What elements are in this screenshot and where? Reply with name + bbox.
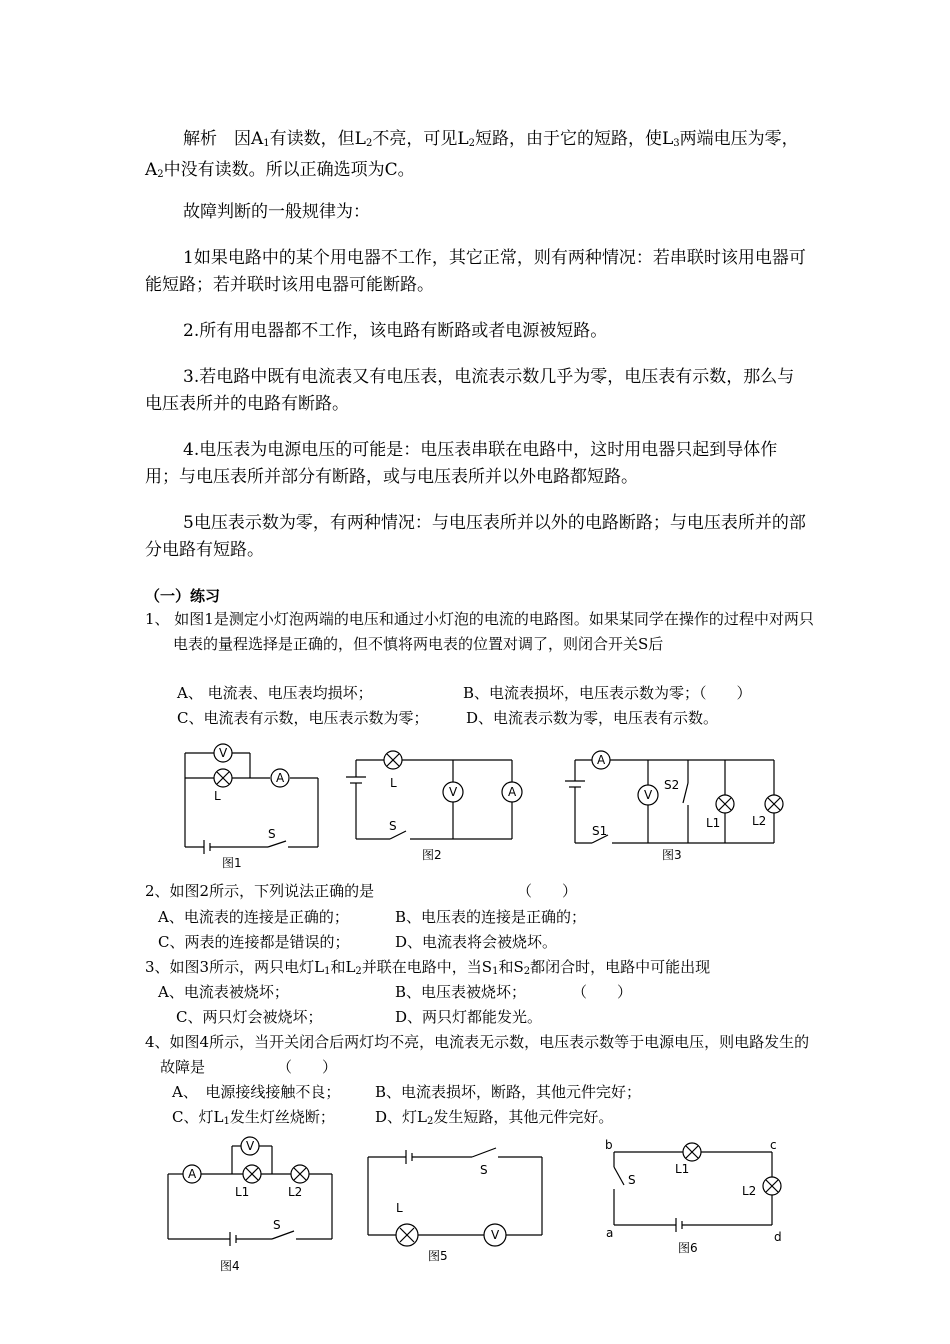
rule-1: 1如果电路中的某个用电器不工作，其它正常，则有两种情况：若串联时该用电器可能短路；若并联时该用电器可能断路。 bbox=[145, 248, 806, 295]
fig4-lamp2-label: L2 bbox=[288, 1185, 303, 1199]
q4-option-c: C、灯$L_1$发生灯丝烧断； bbox=[172, 1108, 335, 1127]
fig6-caption: 图6 bbox=[678, 1241, 698, 1255]
q3-stem: 3、如图3所示，两只电灯$L_1$和$L_2$并联在电路中，当$S_1$和$S_2$都闭合时，电路中可能出现 bbox=[145, 958, 711, 977]
fig4-voltmeter-label: V bbox=[246, 1139, 255, 1153]
rule-4: 4.电压表为电源电压的可能是：电压表串联在电路中，这时用电器只起到导体作用；与电压表所并部分有断路，或与电压表所并以外电路都短路。 bbox=[145, 440, 778, 487]
fig2-lamp-label: L bbox=[390, 776, 397, 790]
rule-3: 3.若电路中既有电流表又有电压表，电流表示数几乎为零，电压表有示数，那么与电压表所并的电路有断路。 bbox=[145, 367, 795, 414]
figure-1-circuit bbox=[170, 740, 330, 872]
fig4-caption: 图4 bbox=[220, 1259, 240, 1273]
fig5-switch-label: S bbox=[480, 1163, 488, 1177]
fig1-switch-label: S bbox=[268, 827, 276, 841]
fig3-switch2-label: S2 bbox=[664, 778, 680, 792]
fig6-point-d: d bbox=[774, 1230, 782, 1244]
q3-option-a: A、电流表被烧坏； bbox=[158, 983, 289, 1001]
rule-5: 5电压表示数为零，有两种情况：与电压表所并以外的电路断路；与电压表所并的部分电路有短路。 bbox=[145, 513, 806, 560]
q2-option-a: A、电流表的连接是正确的； bbox=[158, 908, 349, 926]
fig3-ammeter-label: A bbox=[597, 753, 606, 767]
q1-option-a: A、 电流表、电压表均损坏； bbox=[177, 684, 373, 702]
fig5-voltmeter-label: V bbox=[491, 1228, 500, 1242]
fig6-point-c: c bbox=[770, 1138, 777, 1152]
figure-3-circuit bbox=[560, 745, 790, 865]
q4-answer-blank: （ ） bbox=[277, 1058, 338, 1076]
section-heading: （一）练习 bbox=[145, 587, 221, 605]
fig1-ammeter-label: A bbox=[276, 771, 285, 785]
q4-stem: 4、如图4所示，当开关闭合后两灯均不亮，电流表无示数，电压表示数等于电源电压，则电路发生的故障是 （ ） bbox=[145, 1033, 810, 1076]
fig2-caption: 图2 bbox=[422, 848, 442, 862]
fig1-lamp-label: L bbox=[214, 789, 221, 803]
fig5-lamp-label: L bbox=[396, 1201, 403, 1215]
figure-6-circuit bbox=[590, 1135, 810, 1265]
q2-option-d: D、电流表将会被烧坏。 bbox=[395, 933, 558, 951]
figure-2-circuit bbox=[340, 745, 530, 865]
fig2-voltmeter-label: V bbox=[449, 785, 458, 799]
q1-option-d: D、电流表示数为零，电压表有示数。 bbox=[466, 709, 719, 727]
q3-option-d: D、两只灯都能发光。 bbox=[395, 1008, 543, 1026]
fig2-switch-label: S bbox=[389, 819, 397, 833]
rule-2: 2.所有用电器都不工作，该电路有断路或者电源被短路。 bbox=[183, 321, 608, 341]
fig3-lamp1-label: L1 bbox=[706, 816, 721, 830]
q1-option-c: C、电流表有示数，电压表示数为零； bbox=[177, 709, 429, 727]
q2-option-b: B、电压表的连接是正确的； bbox=[395, 908, 587, 926]
fig6-point-a: a bbox=[606, 1226, 614, 1240]
q3-option-c: C、两只灯会被烧坏； bbox=[176, 1008, 323, 1026]
fig3-caption: 图3 bbox=[662, 848, 682, 862]
fig1-caption: 图1 bbox=[222, 856, 242, 870]
fig5-caption: 图5 bbox=[428, 1249, 448, 1263]
q4-option-d: D、灯$L_2$发生短路，其他元件完好。 bbox=[375, 1108, 614, 1127]
q1-stem: 1、 如图1是测定小灯泡两端的电压和通过小灯泡的电流的电路图。如果某同学在操作的过程中对两只电表的量程选择是正确的，但不慎将两电表的位置对调了，则闭合开关S后 bbox=[145, 610, 814, 653]
fig3-switch1-label: S1 bbox=[592, 824, 608, 838]
fig2-ammeter-label: A bbox=[508, 785, 517, 799]
q2-answer-blank: （ ） bbox=[517, 882, 578, 900]
fig6-lamp1-label: L1 bbox=[675, 1162, 690, 1176]
q3-answer-blank: （ ） bbox=[572, 983, 633, 1001]
fig4-lamp1-label: L1 bbox=[235, 1185, 250, 1199]
q2-option-c: C、两表的连接都是错误的； bbox=[158, 933, 350, 951]
fig4-ammeter-label: A bbox=[188, 1167, 197, 1181]
fig3-lamp2-label: L2 bbox=[752, 814, 767, 828]
fig6-point-b: b bbox=[605, 1138, 613, 1152]
fig6-switch-label: S bbox=[628, 1173, 636, 1187]
rules-title: 故障判断的一般规律为： bbox=[183, 202, 370, 222]
q3-option-b: B、电压表被烧坏； bbox=[395, 983, 527, 1001]
fig6-lamp2-label: L2 bbox=[742, 1184, 757, 1198]
q4-option-b: B、电流表损坏，断路，其他元件完好； bbox=[375, 1083, 642, 1101]
q1-option-b: B、电流表损坏，电压表示数为零；（ ） bbox=[463, 684, 752, 702]
fig3-voltmeter-label: V bbox=[644, 788, 653, 802]
analysis-paragraph: 解析 因$A_1$有读数，但$L_2$不亮，可见$L_2$短路，由于它的短路，使$L_3$两端电压为零，$A_2$中没有读数。所以正确选项为C。 bbox=[145, 129, 799, 180]
figure-4-circuit bbox=[160, 1132, 345, 1277]
fig1-voltmeter-label: V bbox=[219, 746, 228, 760]
figure-5-circuit bbox=[360, 1140, 550, 1270]
fig4-switch-label: S bbox=[273, 1218, 281, 1232]
q2-stem: 2、如图2所示，下列说法正确的是 （ ） bbox=[145, 879, 815, 904]
q4-option-a: A、 电源接线接触不良； bbox=[172, 1083, 341, 1101]
